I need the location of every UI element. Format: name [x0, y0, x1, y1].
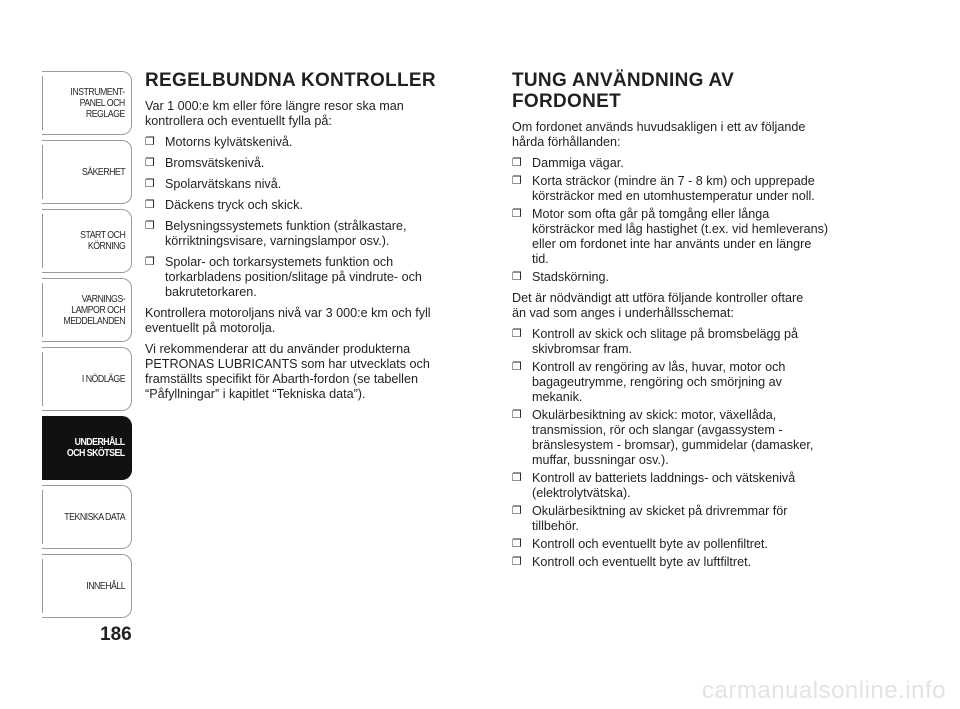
list-item: ❐ Spolarvätskans nivå. — [145, 177, 282, 191]
list-item: ❐ Korta sträckor (mindre än 7 - 8 km) och upprepade körsträckor med en utomhustemperatur under noll. — [512, 174, 815, 203]
tab-safety[interactable] — [42, 140, 132, 204]
checkbox-bullet-icon: ❐ — [145, 256, 155, 268]
heavy-use-section — [512, 70, 872, 576]
conditions-list — [512, 156, 872, 285]
watermark: carmanualsonline.info — [702, 677, 946, 704]
checkbox-bullet-icon: ❐ — [512, 175, 522, 187]
tab-label: SÄKERHET — [81, 166, 125, 178]
intro-text-2: Det är nödvändigt att utföra följande kontroller oftare än vad som anges i underhållsschemat: — [512, 291, 804, 320]
list-item: ❐ Motor som ofta går på tomgång eller långa körsträckor med låg hastighet (t.ex. vid hemleverans) eller om fordonet inte har använts under en längre tid. — [512, 207, 829, 266]
checkbox-bullet-icon: ❐ — [512, 271, 522, 283]
list-item: ❐ Kontroll av rengöring av lås, huvar, motor och bagageutrymme, rengöring och smörjning av mekanik. — [512, 360, 786, 404]
list-item: ❐ Spolar- och torkarsystemets funktion och torkarbladens position/slitage på vindrute- och bakrutetorkaren. — [145, 255, 422, 299]
checkbox-bullet-icon: ❐ — [145, 199, 155, 211]
checkbox-bullet-icon: ❐ — [512, 538, 522, 550]
section-title: REGELBUNDNA KONTROLLER — [145, 70, 436, 91]
tab-label: INSTRUMENT- PANEL OCH REGLAGE — [70, 86, 125, 120]
intro-text: Om fordonet används huvudsakligen i ett av följande hårda förhållanden: — [512, 120, 806, 149]
tab-warning-lights[interactable] — [42, 278, 132, 342]
list-item: ❐ Kontroll och eventuellt byte av pollenfiltret. — [512, 537, 768, 551]
checkbox-bullet-icon: ❐ — [145, 178, 155, 190]
checkbox-bullet-icon: ❐ — [512, 208, 522, 220]
checkbox-bullet-icon: ❐ — [145, 136, 155, 148]
list-item: ❐ Okulärbesiktning av skick: motor, växellåda, transmission, rör och slangar (avgassystem - bränslesystem - bromsar), gummidelar (damasker, muffar, bussningar osv.). — [512, 408, 814, 467]
list-item: ❐ Dammiga vägar. — [512, 156, 624, 170]
checkbox-bullet-icon: ❐ — [512, 556, 522, 568]
checkbox-bullet-icon: ❐ — [512, 361, 522, 373]
list-item: ❐ Belysningssystemets funktion (strålkastare, körriktningsvisare, varningslampor osv.). — [145, 219, 407, 248]
checkbox-bullet-icon: ❐ — [512, 472, 522, 484]
list-item: ❐ Motorns kylvätskenivå. — [145, 135, 293, 149]
tab-contents[interactable] — [42, 554, 132, 618]
tab-label: I NÖDLÄGE — [81, 373, 125, 385]
list-item: ❐ Okulärbesiktning av skicket på drivremmar för tillbehör. — [512, 504, 788, 533]
tab-label: VARNINGS- LAMPOR OCH MEDDELANDEN — [63, 293, 125, 327]
list-item: ❐ Kontroll och eventuellt byte av luftfiltret. — [512, 555, 752, 569]
checkbox-bullet-icon: ❐ — [512, 157, 522, 169]
list-item: ❐ Däckens tryck och skick. — [145, 198, 303, 212]
list-item: ❐ Bromsvätskenivå. — [145, 156, 265, 170]
chapter-index — [42, 71, 132, 623]
tab-instrument-panel[interactable] — [42, 71, 132, 135]
tab-label: INNEHÅLL — [86, 580, 125, 592]
list-item: ❐ Kontroll av skick och slitage på bromsbelägg på skivbromsar fram. — [512, 327, 799, 356]
intro-text: Var 1 000:e km eller före längre resor ska man kontrollera och eventuellt fylla på: — [145, 99, 404, 128]
page-number: 186 — [100, 624, 132, 645]
list-item: ❐ Stadskörning. — [512, 270, 610, 284]
tab-label: TEKNISKA DATA — [64, 511, 125, 523]
checkbox-bullet-icon: ❐ — [512, 328, 522, 340]
checkbox-bullet-icon: ❐ — [512, 505, 522, 517]
checkbox-bullet-icon: ❐ — [145, 220, 155, 232]
regular-checks-section — [145, 70, 470, 408]
tab-label: START OCH KÖRNING — [79, 230, 125, 252]
tab-emergency[interactable] — [42, 347, 132, 411]
checks-list — [512, 327, 872, 570]
tab-maintenance[interactable] — [42, 416, 132, 480]
oil-check-text: Kontrollera motoroljans nivå var 3 000:e km och fyll eventuellt på motorolja. — [145, 306, 431, 335]
tab-label: UNDERHÅLL OCH SKÖTSEL — [67, 437, 125, 459]
list-item: ❐ Kontroll av batteriets laddnings- och vätskenivå (elektrolytvätska). — [512, 471, 796, 500]
tab-starting-driving[interactable] — [42, 209, 132, 273]
section-title: TUNG ANVÄNDNING AV FORDONET — [512, 70, 735, 112]
tab-technical-data[interactable] — [42, 485, 132, 549]
check-list — [145, 135, 470, 300]
checkbox-bullet-icon: ❐ — [512, 409, 522, 421]
recommendation-text: Vi rekommenderar att du använder produkterna PETRONAS LUBRICANTS som har utvecklats och framställts specifikt för Abarth-fordon (se tabellen “Påfyllningar” i kapitlet “Tekniska data”). — [145, 342, 430, 401]
checkbox-bullet-icon: ❐ — [145, 157, 155, 169]
